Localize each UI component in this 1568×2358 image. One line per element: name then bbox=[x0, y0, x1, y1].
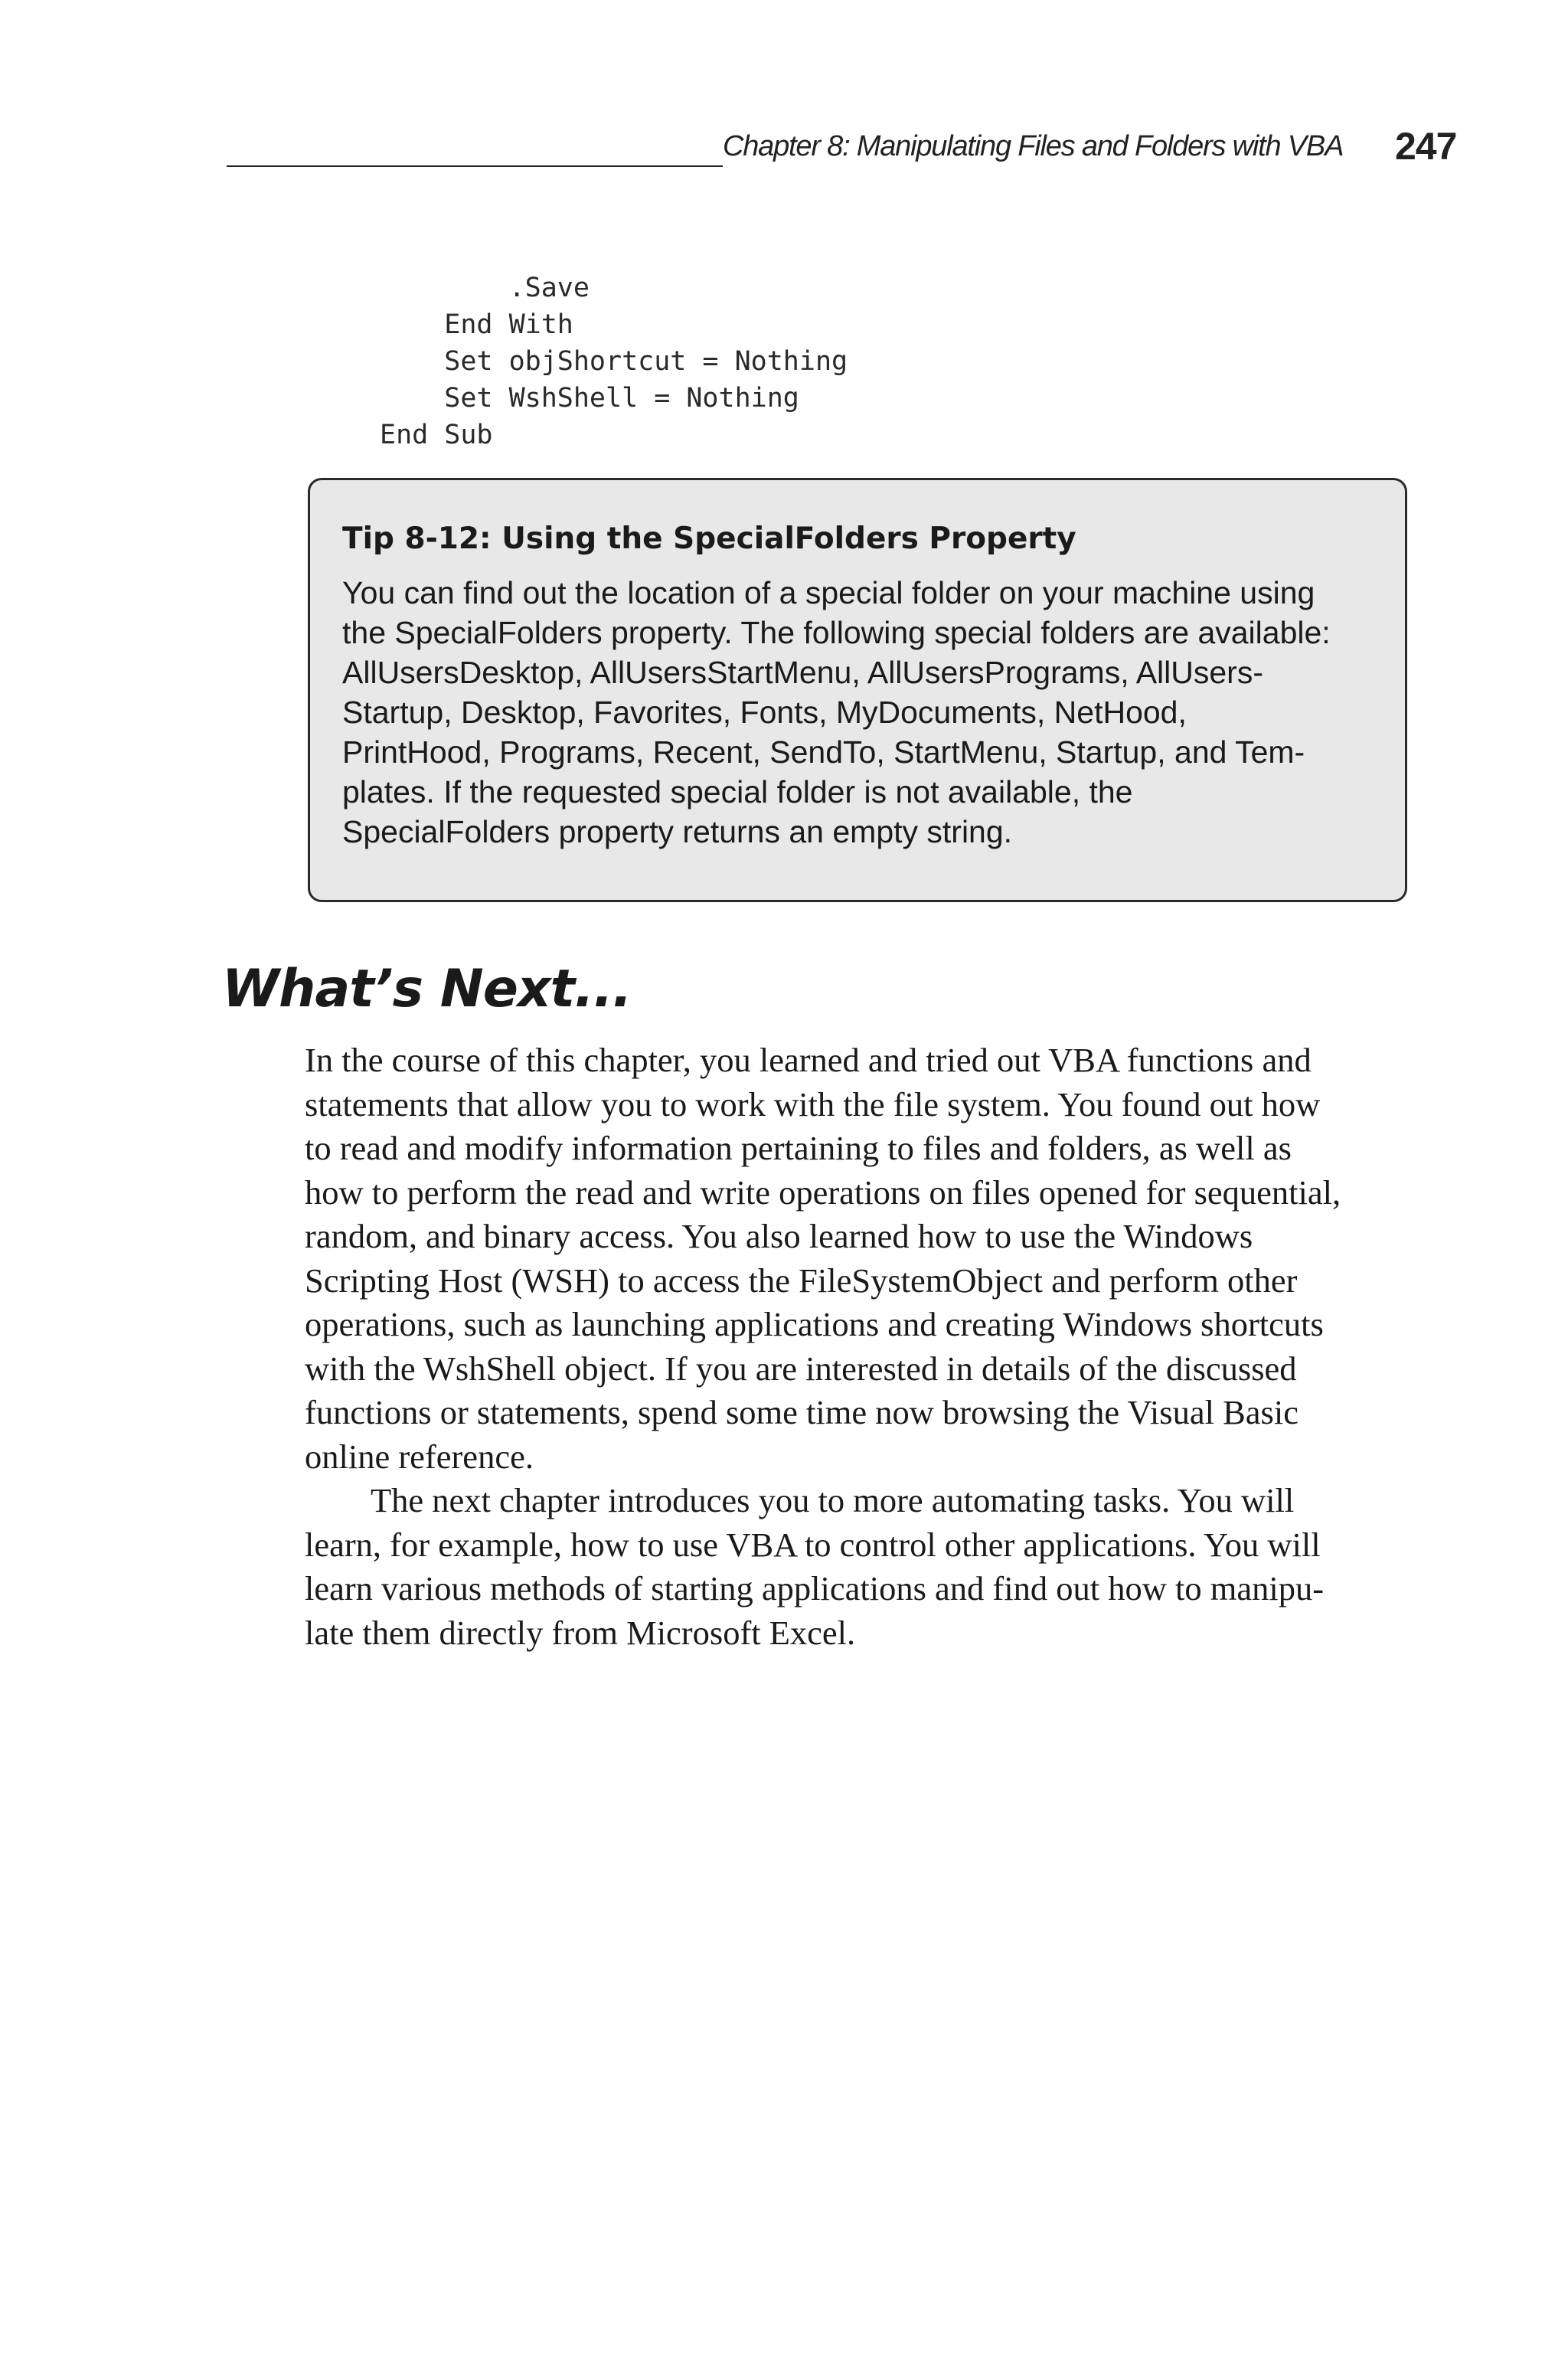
body-line: statements that allow you to work with the file system. You found out how bbox=[305, 1084, 1321, 1123]
body-line: how to perform the read and write operations on files opened for sequential, bbox=[305, 1172, 1341, 1212]
tip-body-line: Startup, Desktop, Favorites, Fonts, MyDocuments, NetHood, bbox=[342, 695, 1187, 730]
tip-title: Tip 8-12: Using the SpecialFolders Property bbox=[342, 522, 1076, 556]
tip-body-line: the SpecialFolders property. The following special folders are available: bbox=[342, 615, 1331, 650]
tip-body-line: AllUsersDesktop, AllUsersStartMenu, AllUsersPrograms, AllUsers- bbox=[342, 655, 1263, 690]
body-line: functions or statements, spend some time now browsing the Visual Basic bbox=[305, 1393, 1298, 1431]
body-line: random, and binary access. You also learned how to use the Windows bbox=[305, 1217, 1253, 1255]
body-paragraph bbox=[305, 1479, 1468, 1655]
tip-box bbox=[308, 478, 1407, 902]
body-line: Scripting Host (WSH) to access the FileSystemObject and perform other bbox=[305, 1261, 1298, 1300]
code-line: Set objShortcut = Nothing bbox=[380, 346, 848, 377]
code-listing bbox=[380, 270, 848, 453]
code-line: End Sub bbox=[380, 420, 493, 450]
tip-body bbox=[342, 573, 1374, 852]
body-line: In the course of this chapter, you learned and tried out VBA functions and bbox=[305, 1041, 1312, 1079]
body-line: learn various methods of starting applications and find out how to manipu- bbox=[305, 1569, 1325, 1607]
body-line: operations, such as launching applications and creating Windows shortcuts bbox=[305, 1305, 1324, 1343]
body-line: with the WshShell object. If you are interested in details of the discussed bbox=[305, 1349, 1297, 1388]
code-line: Set WshShell = Nothing bbox=[380, 383, 799, 414]
tip-body-line: plates. If the requested special folder is not available, the bbox=[342, 774, 1133, 809]
tip-body-line: You can find out the location of a special folder on your machine using bbox=[342, 575, 1315, 610]
section-body bbox=[305, 1038, 1468, 1655]
tip-body-line: PrintHood, Programs, Recent, SendTo, StartMenu, Startup, and Tem- bbox=[342, 734, 1305, 770]
body-line: The next chapter introduces you to more automating tasks. You will bbox=[371, 1481, 1295, 1519]
section-heading: What’s Next... bbox=[222, 959, 632, 1019]
code-line: End With bbox=[380, 309, 573, 340]
body-line: learn, for example, how to use VBA to control other applications. You will bbox=[305, 1525, 1321, 1564]
page-number: 247 bbox=[1395, 125, 1457, 168]
tip-body-line: SpecialFolders property returns an empty string. bbox=[342, 814, 1013, 849]
body-line: to read and modify information pertaining to files and folders, as well as bbox=[305, 1129, 1292, 1167]
running-header-chapter-title: Chapter 8: Manipulating Files and Folders with VBA bbox=[723, 130, 1344, 162]
header-rule bbox=[227, 165, 723, 167]
body-line: late them directly from Microsoft Excel. bbox=[305, 1613, 856, 1652]
body-paragraph bbox=[305, 1038, 1468, 1479]
code-line: .Save bbox=[380, 273, 590, 303]
body-line: online reference. bbox=[305, 1437, 534, 1476]
